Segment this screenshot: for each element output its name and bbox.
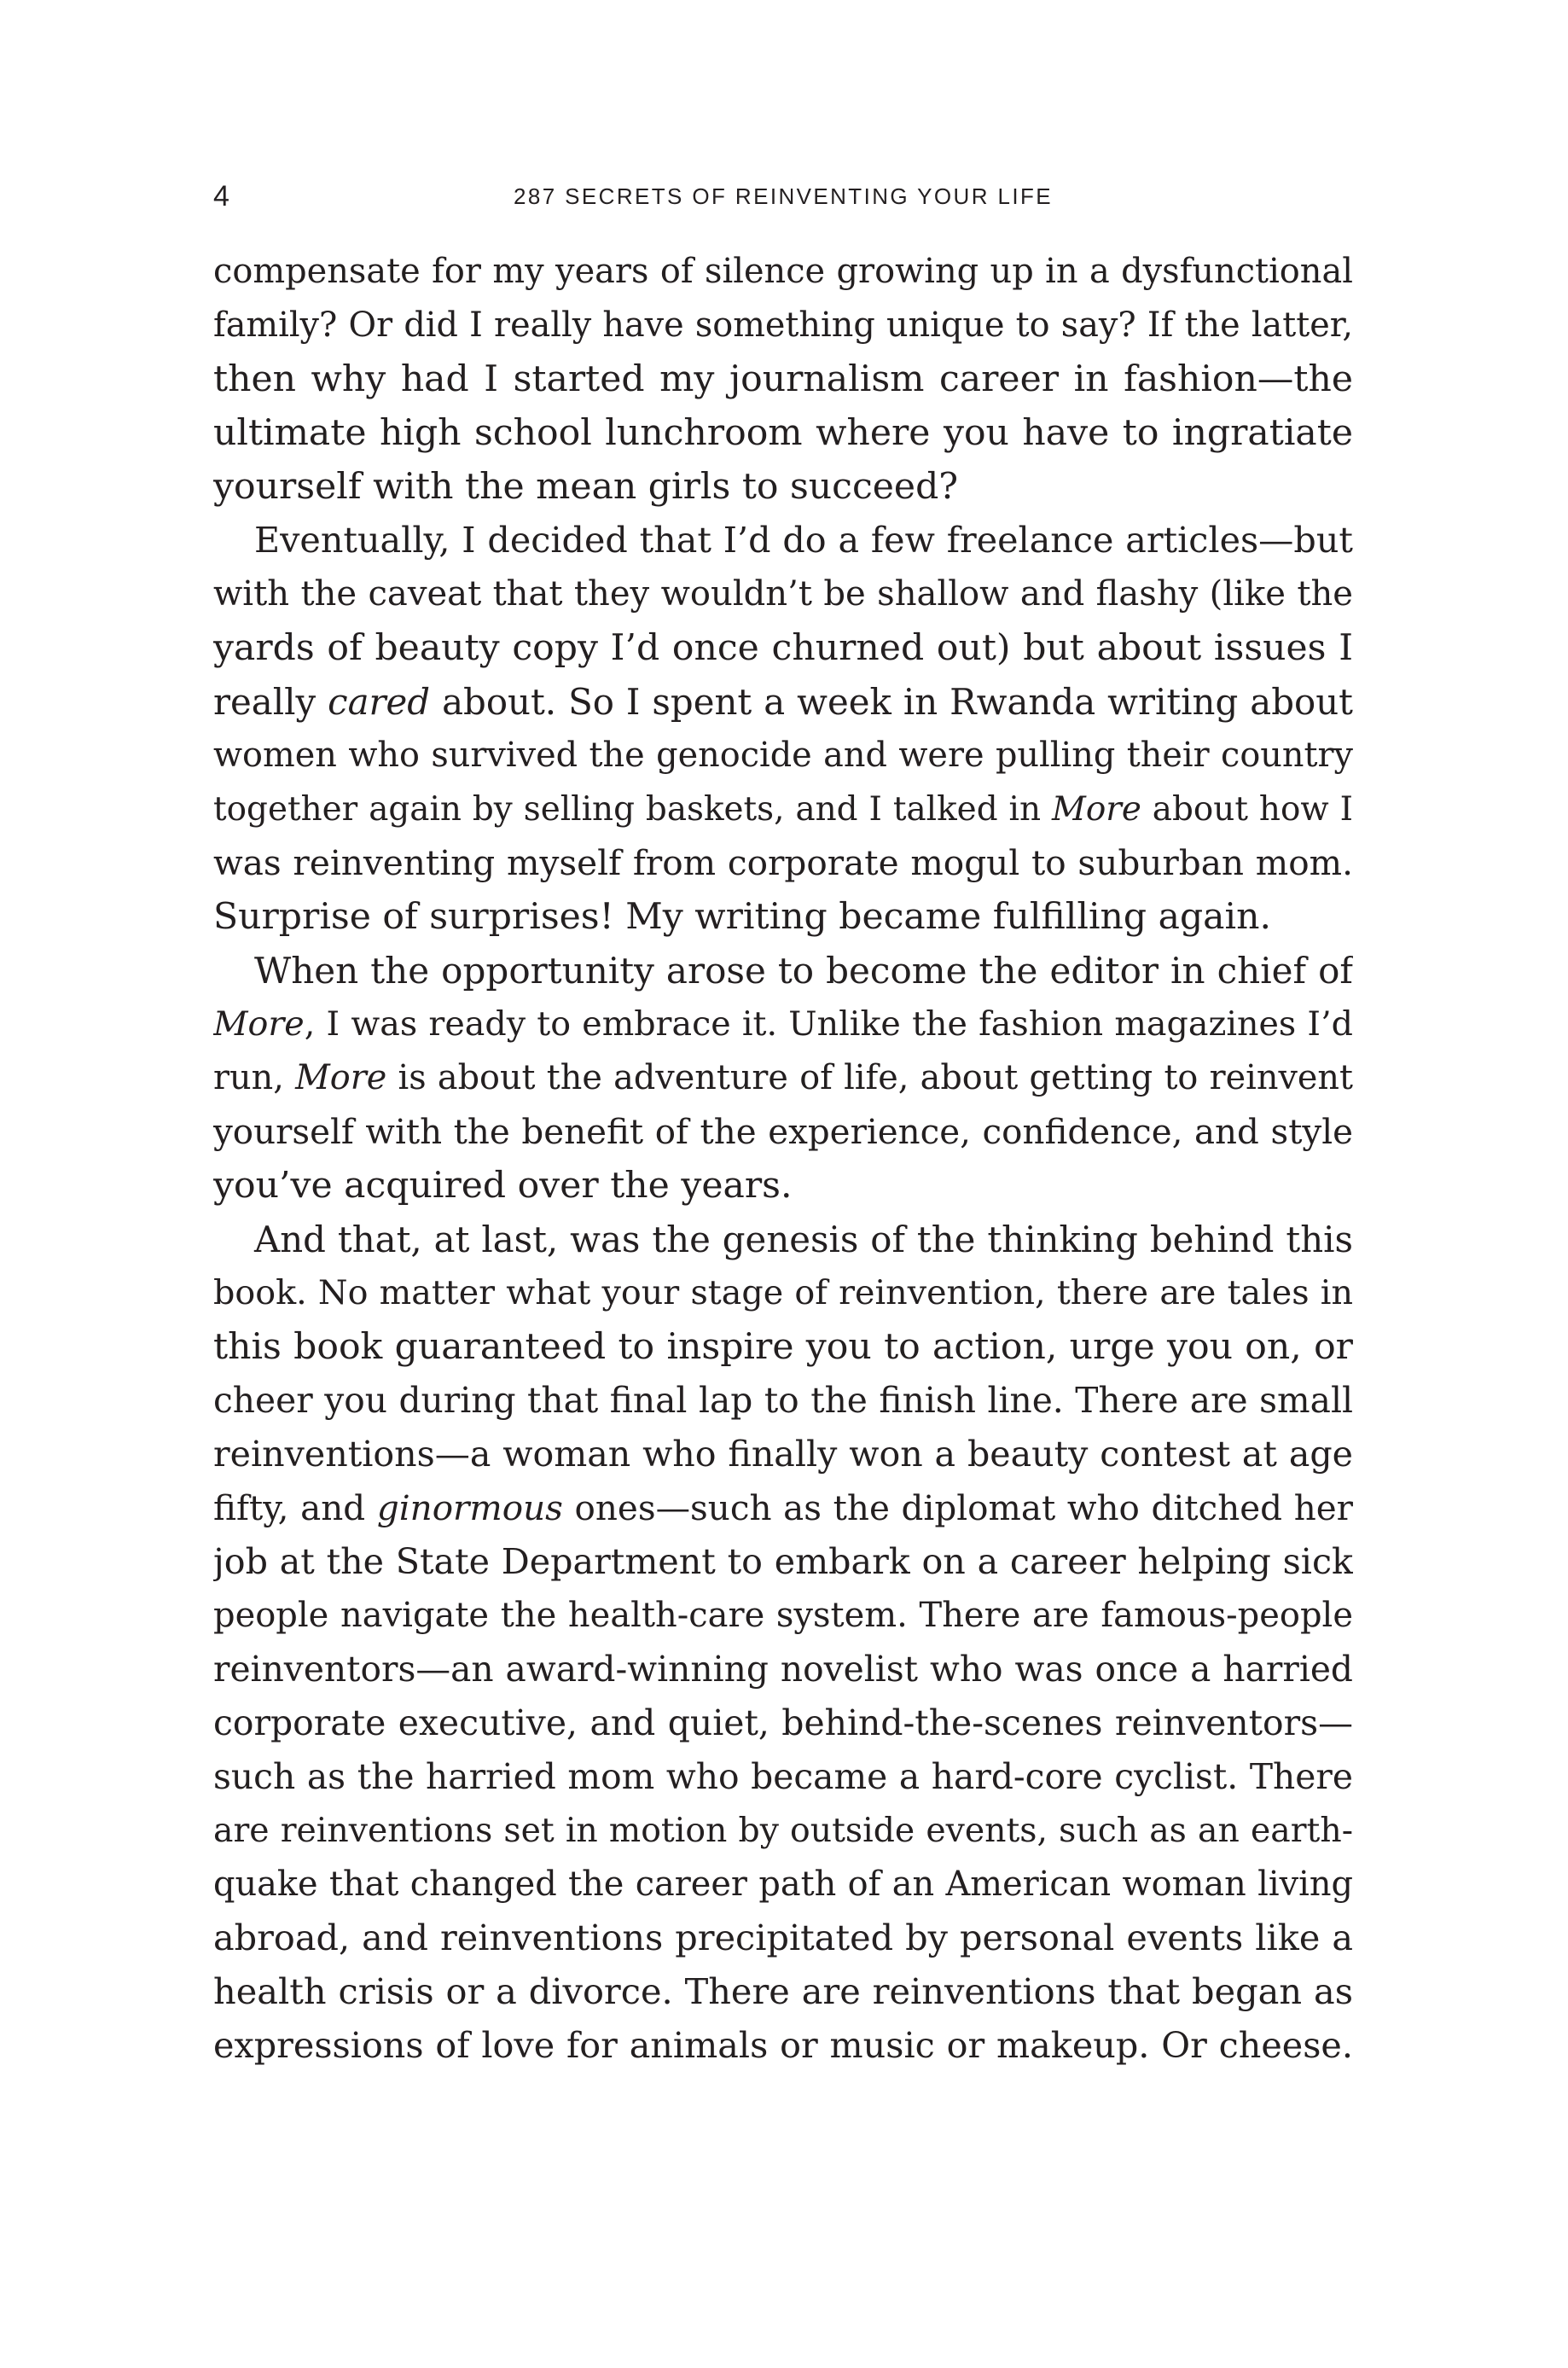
text-segment: yourself with the benefit of the experience, confidence, and style [213,1112,1353,1152]
text-line [213,1911,1353,1965]
text-line [213,245,1353,299]
text-segment: reinventions—a woman who finally won a beauty contest at age [213,1434,1353,1475]
text-segment: you’ve acquired over the years. [213,1165,793,1207]
text-line [213,729,1353,783]
text-line [213,1159,1353,1213]
text-line [213,1105,1353,1159]
text-segment: Eventually, I decided that I’d do a few freelance articles—but [254,520,1353,561]
text-line [213,1051,1353,1105]
text-segment: And that, at last, was the genesis of the thinking behind this [254,1219,1353,1260]
text-line [213,2019,1353,2073]
text-segment: book. No matter what your stage of reinvention, there are tales in [213,1273,1353,1312]
text-segment: are reinventions set in motion by outside events, such as an earth- [213,1811,1353,1850]
text-segment: , I was ready to embrace it. Unlike the fashion magazines I’d [304,1004,1353,1044]
text-line [213,1320,1353,1374]
text-segment: about. So I spent a week in Rwanda writing about [430,681,1353,723]
text-line [213,1858,1353,1911]
text-line [213,1428,1353,1481]
text-segment: is about the adventure of life, about getting to reinvent [386,1058,1353,1097]
text-line [213,1481,1353,1535]
text-segment: with the caveat that they wouldn’t be shallow and flashy (like the [213,574,1353,614]
text-line [213,1643,1353,1696]
text-line [213,406,1353,460]
text-segment: yourself with the mean girls to succeed? [213,466,959,508]
paragraph [213,245,1353,514]
running-head [213,177,1353,215]
paragraph [213,1213,1353,2073]
text-segment: really [213,681,328,723]
text-segment: Surprise of surprises! My writing became fulfilling again. [213,896,1271,938]
text-segment: together again by selling baskets, and I talked in [213,790,1052,829]
italic-text: More [1052,790,1141,829]
paragraph [213,514,1353,944]
text-segment: run, [213,1058,296,1097]
text-line [213,1804,1353,1858]
text-segment: cheer you during that final lap to the finish line. There are small [213,1380,1353,1421]
text-segment: yards of beauty copy I’d once churned out) but about issues I [213,627,1353,669]
text-segment: abroad, and reinventions precipitated by personal events like a [213,1917,1353,1958]
text-line [213,1589,1353,1643]
text-segment: women who survived the genocide and were pulling their country [213,736,1353,775]
text-segment: quake that changed the career path of an American woman living [213,1865,1353,1904]
text-segment: compensate for my years of silence growing up in a dysfunctional [213,252,1353,291]
text-segment: ones—such as the diplomat who ditched her [562,1487,1353,1528]
body-text [213,245,1353,2073]
text-line [213,1696,1353,1750]
text-segment: such as the harried mom who became a hard-core cyclist. There [213,1756,1353,1797]
text-line [213,1266,1353,1320]
text-line [213,944,1353,998]
text-line [213,836,1353,890]
text-segment: reinventors—an award-winning novelist who was once a harried [213,1649,1353,1690]
page-number: 4 [213,180,229,212]
text-line [213,998,1353,1051]
text-segment: family? Or did I really have something unique to say? If the latter, [213,305,1353,345]
text-line [213,567,1353,621]
text-line [213,352,1353,406]
text-line [213,1374,1353,1428]
text-segment: people navigate the health-care system. There are famous-people [213,1596,1353,1635]
text-segment: about how I [1141,790,1353,829]
text-line [213,1965,1353,2019]
text-segment: expressions of love for animals or music or makeup. Or cheese. [213,2025,1353,2066]
text-line [213,675,1353,729]
text-segment: this book guaranteed to inspire you to action, urge you on, or [213,1326,1353,1368]
italic-text: More [295,1058,387,1097]
text-segment: ultimate high school lunchroom where you have to ingratiate [213,412,1353,454]
text-segment: health crisis or a divorce. There are reinventions that began as [213,1971,1353,2012]
text-line [213,783,1353,836]
italic-text: More [213,1004,305,1044]
italic-text: cared [328,681,431,723]
text-line [213,1750,1353,1804]
text-line [213,1535,1353,1589]
text-segment: When the opportunity arose to become the editor in chief of [254,950,1353,992]
text-line [213,460,1353,514]
italic-text: ginormous [376,1487,563,1528]
text-segment: job at the State Department to embark on a career helping sick [213,1541,1353,1582]
paragraph [213,944,1353,1213]
book-title: 287 SECRETS OF REINVENTING YOUR LIFE [513,183,1054,209]
text-segment: fifty, and [213,1487,377,1528]
text-line [213,299,1353,352]
text-line [213,514,1353,567]
text-line [213,621,1353,675]
text-segment: then why had I started my journalism career in fashion—the [213,358,1353,400]
text-line [213,1213,1353,1266]
text-segment: corporate executive, and quiet, behind-the-scenes reinventors— [213,1702,1353,1743]
text-segment: was reinventing myself from corporate mogul to suburban mom. [213,842,1353,883]
text-line [213,890,1353,944]
